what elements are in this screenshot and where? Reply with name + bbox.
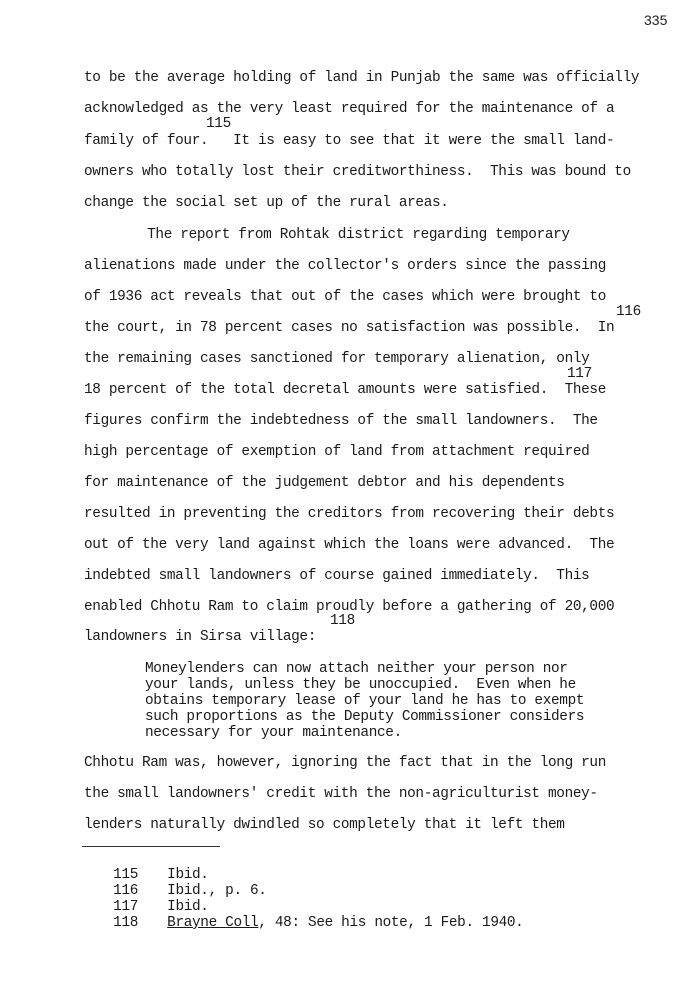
- text-line: 18 percent of the total decretal amounts were satisfied. These: [84, 382, 607, 398]
- footnote-source-title: Brayne Coll: [167, 915, 259, 931]
- text-line: the remaining cases sanctioned for temporary alienation, only: [84, 351, 590, 367]
- text-line: owners who totally lost their creditworthiness. This was bound to: [84, 164, 631, 180]
- footnote-text: , 48: See his note, 1 Feb. 1940.: [258, 915, 524, 931]
- text-line: Chhotu Ram was, however, ignoring the fact that in the long run: [84, 755, 607, 771]
- text-line: acknowledged as the very least required for the maintenance of a: [84, 101, 615, 117]
- quote-line: necessary for your maintenance.: [145, 725, 402, 741]
- page-number: 335: [644, 12, 668, 28]
- text-line: of 1936 act reveals that out of the cases which were brought to: [84, 289, 607, 305]
- footnote-ref-117: 117: [567, 366, 592, 382]
- text-line: out of the very land against which the loans were advanced. The: [84, 537, 615, 553]
- text-line: to be the average holding of land in Punjab the same was officially: [84, 70, 640, 86]
- text-line: figures confirm the indebtedness of the small landowners. The: [84, 413, 598, 429]
- text-line: indebted small landowners of course gained immediately. This: [84, 568, 590, 584]
- text-line: landowners in Sirsa village:: [84, 629, 317, 645]
- footnote-divider: [82, 846, 220, 847]
- footnote-ref-115: 115: [206, 116, 231, 132]
- text-line: lenders naturally dwindled so completely that it left them: [84, 817, 565, 833]
- quote-line: Moneylenders can now attach neither your person nor: [145, 661, 568, 677]
- footnote-text: Ibid.: [167, 867, 209, 883]
- quote-line: obtains temporary lease of your land he has to exempt: [145, 693, 585, 709]
- text-line: the court, in 78 percent cases no satisfaction was possible. In: [84, 320, 615, 336]
- text-line: resulted in preventing the creditors from recovering their debts: [84, 506, 615, 522]
- footnote-118: [80, 901, 523, 946]
- quote-line: your lands, unless they be unoccupied. Even when he: [145, 677, 576, 693]
- text-line: alienations made under the collector's orders since the passing: [84, 258, 607, 274]
- footnote-text: Ibid., p. 6.: [167, 883, 267, 899]
- text-line: for maintenance of the judgement debtor and his dependents: [84, 475, 565, 491]
- footnote-number: 115: [113, 867, 139, 883]
- footnote-text: Ibid.: [167, 899, 209, 915]
- footnote-ref-116: 116: [616, 304, 641, 320]
- text-line: enabled Chhotu Ram to claim proudly before a gathering of 20,000: [84, 599, 615, 615]
- text-line: The report from Rohtak district regarding temporary: [114, 227, 570, 243]
- text-line: family of four. It is easy to see that it were the small land-: [84, 133, 615, 149]
- text-line: high percentage of exemption of land from attachment required: [84, 444, 590, 460]
- footnote-number: 118: [113, 915, 139, 931]
- quote-line: such proportions as the Deputy Commissioner considers: [145, 709, 585, 725]
- text-line: change the social set up of the rural areas.: [84, 195, 449, 211]
- text-line: the small landowners' credit with the non-agriculturist money-: [84, 786, 598, 802]
- footnote-ref-118: 118: [330, 613, 355, 629]
- footnote-number: 117: [113, 899, 139, 915]
- footnote-number: 116: [113, 883, 139, 899]
